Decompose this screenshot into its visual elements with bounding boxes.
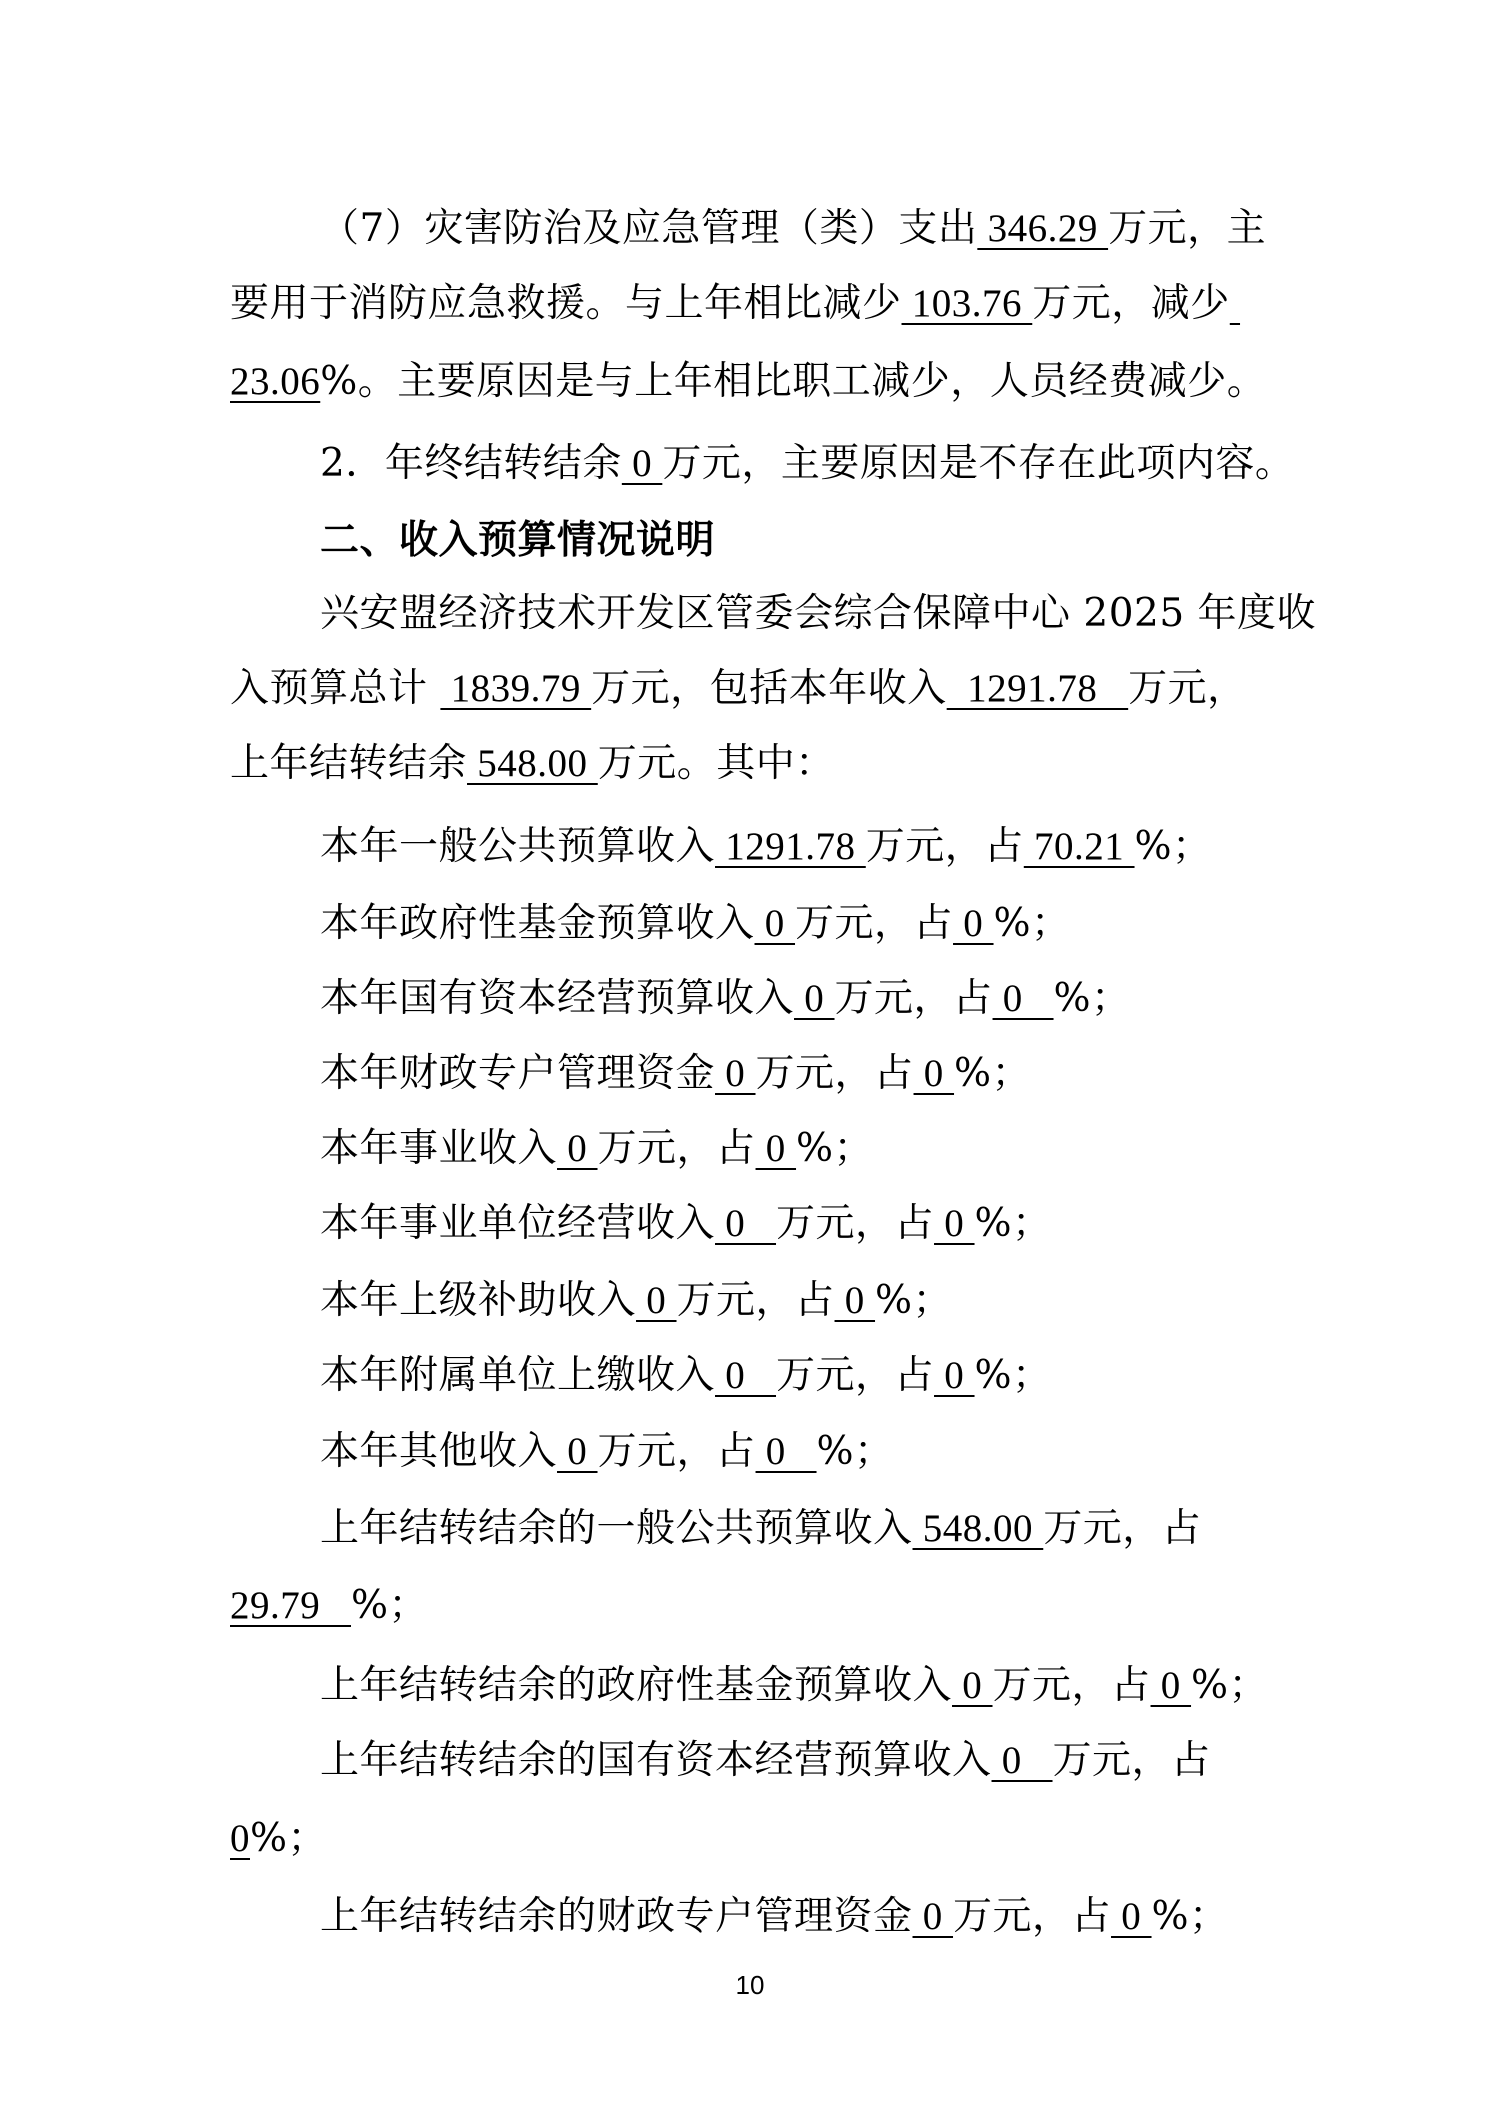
text-line [230, 1567, 428, 1645]
underlined-value: 0 [912, 1895, 954, 1938]
underlined-value: 103.76 [901, 282, 1033, 325]
text-line [320, 190, 1266, 268]
text-segment: 万元，占 [755, 1051, 914, 1096]
underlined-value: 0 [715, 1052, 756, 1095]
text-segment: 万元，减少 [1032, 281, 1230, 326]
underlined-value: 0 [557, 1430, 598, 1473]
underlined-value [1230, 282, 1240, 325]
text-segment: 万元，主 [1108, 206, 1267, 251]
underlined-value: 0 [754, 902, 796, 945]
text-segment: 万元，占 [834, 976, 993, 1021]
text-segment: 万元，主要原因是不存在此项内容。 [662, 441, 1295, 486]
text-line [320, 1413, 894, 1491]
text-segment: 万元，占 [953, 1894, 1112, 1939]
underlined-value: 70.21 [1023, 825, 1135, 868]
text-line [230, 265, 1240, 343]
text-segment: 本年事业单位经营收入 [320, 1201, 716, 1246]
text-segment: %； [1134, 824, 1212, 869]
underlined-value: 0 [1111, 1895, 1152, 1938]
text-line [320, 960, 1131, 1038]
text-line [320, 808, 1212, 886]
text-segment: 万元，占 [597, 1126, 756, 1171]
text-segment: 入预算总计 [230, 666, 441, 711]
text-segment: 万元，占 [1052, 1738, 1211, 1783]
underlined-value: 0 [934, 1354, 975, 1397]
underlined-value: 0 [1150, 1664, 1192, 1707]
text-line [320, 575, 1316, 653]
text-segment: %； [250, 1816, 328, 1861]
underlined-value: 0 [992, 977, 1054, 1020]
underlined-value: 0 [952, 1664, 993, 1707]
underlined-value: 0 [621, 442, 663, 485]
text-segment: 本年一般公共预算收入 [320, 824, 716, 869]
underlined-value: 1291.78 [715, 825, 866, 868]
text-segment: （7）灾害防治及应急管理（类）支出 [320, 206, 978, 251]
text-segment: %。主要原因是与上年相比职工减少，人员经费减少。 [320, 359, 1267, 404]
text-segment: %； [993, 901, 1071, 946]
text-segment: 上年结转结余 [230, 741, 468, 786]
text-segment: 本年政府性基金预算收入 [320, 901, 755, 946]
text-line [230, 343, 1266, 421]
text-segment: 兴安盟经济技术开发区管委会综合保障中心 2025 年度收 [320, 591, 1317, 636]
underlined-value: 0 [794, 977, 835, 1020]
text-line [320, 1722, 1211, 1800]
text-line [320, 1490, 1201, 1568]
text-segment: %； [974, 1353, 1052, 1398]
text-line [320, 1647, 1268, 1725]
text-line [320, 1110, 873, 1188]
text-segment: 要用于消防应急救援。与上年相比减少 [230, 281, 902, 326]
text-segment: 2．年终结转结余 [320, 441, 622, 486]
text-segment: 本年财政专户管理资金 [320, 1051, 716, 1096]
text-segment: 万元，占 [776, 1353, 935, 1398]
text-segment: %； [351, 1583, 429, 1628]
text-segment: 本年事业收入 [320, 1126, 558, 1171]
underlined-value: 0 [636, 1279, 677, 1322]
text-segment: %； [816, 1429, 894, 1474]
section-heading [320, 502, 715, 580]
text-line [320, 1878, 1229, 1956]
underlined-value: 548.00 [467, 742, 598, 785]
text-segment: 万元，占 [1043, 1506, 1202, 1551]
text-segment: 万元，占 [865, 824, 1024, 869]
text-line [230, 1800, 327, 1878]
text-segment: 上年结转结余的政府性基金预算收入 [320, 1663, 953, 1708]
text-segment: 本年附属单位上缴收入 [320, 1353, 716, 1398]
underlined-value: 0 [715, 1202, 777, 1245]
text-segment: 万元，占 [597, 1429, 756, 1474]
text-segment: 二、收入预算情况说明 [320, 518, 716, 563]
text-segment: %； [1191, 1663, 1269, 1708]
text-segment: 本年国有资本经营预算收入 [320, 976, 795, 1021]
underlined-value: 0 [557, 1127, 598, 1170]
underlined-value: 0 [934, 1202, 975, 1245]
text-segment: 万元，包括本年收入 [591, 666, 947, 711]
underlined-value: 0 [230, 1817, 250, 1860]
underlined-value: 23.06 [230, 360, 321, 403]
underlined-value: 0 [953, 902, 994, 945]
text-segment: 本年上级补助收入 [320, 1278, 637, 1323]
text-segment: 万元， [1128, 666, 1247, 711]
text-line [320, 1035, 1031, 1113]
text-segment: %； [796, 1126, 874, 1171]
text-segment: 万元，占 [795, 901, 954, 946]
text-segment: %； [1151, 1894, 1229, 1939]
underlined-value: 1839.79 [440, 667, 592, 710]
text-segment: 上年结转结余的一般公共预算收入 [320, 1506, 913, 1551]
text-segment: %； [974, 1201, 1052, 1246]
underlined-value: 1291.78 [946, 667, 1129, 710]
text-line [320, 1262, 952, 1340]
text-segment: %； [875, 1278, 953, 1323]
underlined-value: 29.79 [230, 1584, 351, 1627]
text-segment: %； [954, 1051, 1032, 1096]
text-segment: %； [1053, 976, 1131, 1021]
text-segment: 万元。其中： [597, 741, 835, 786]
underlined-value: 346.29 [977, 207, 1109, 250]
text-line [230, 650, 1247, 728]
text-segment: 万元，占 [776, 1201, 935, 1246]
text-segment: 上年结转结余的国有资本经营预算收入 [320, 1738, 992, 1783]
text-line [320, 885, 1071, 963]
text-line [320, 425, 1294, 503]
text-line [320, 1185, 1052, 1263]
underlined-value: 0 [755, 1430, 817, 1473]
underlined-value: 0 [991, 1739, 1053, 1782]
text-segment: 上年结转结余的财政专户管理资金 [320, 1894, 913, 1939]
text-line [230, 725, 835, 803]
text-segment: 本年其他收入 [320, 1429, 558, 1474]
text-line [320, 1337, 1052, 1415]
underlined-value: 548.00 [912, 1507, 1044, 1550]
underlined-value: 0 [715, 1354, 777, 1397]
text-segment: 万元，占 [992, 1663, 1151, 1708]
underlined-value: 0 [755, 1127, 797, 1170]
page-number: 10 [735, 1970, 765, 2000]
text-segment: 万元，占 [676, 1278, 835, 1323]
underlined-value: 0 [834, 1279, 876, 1322]
underlined-value: 0 [913, 1052, 955, 1095]
